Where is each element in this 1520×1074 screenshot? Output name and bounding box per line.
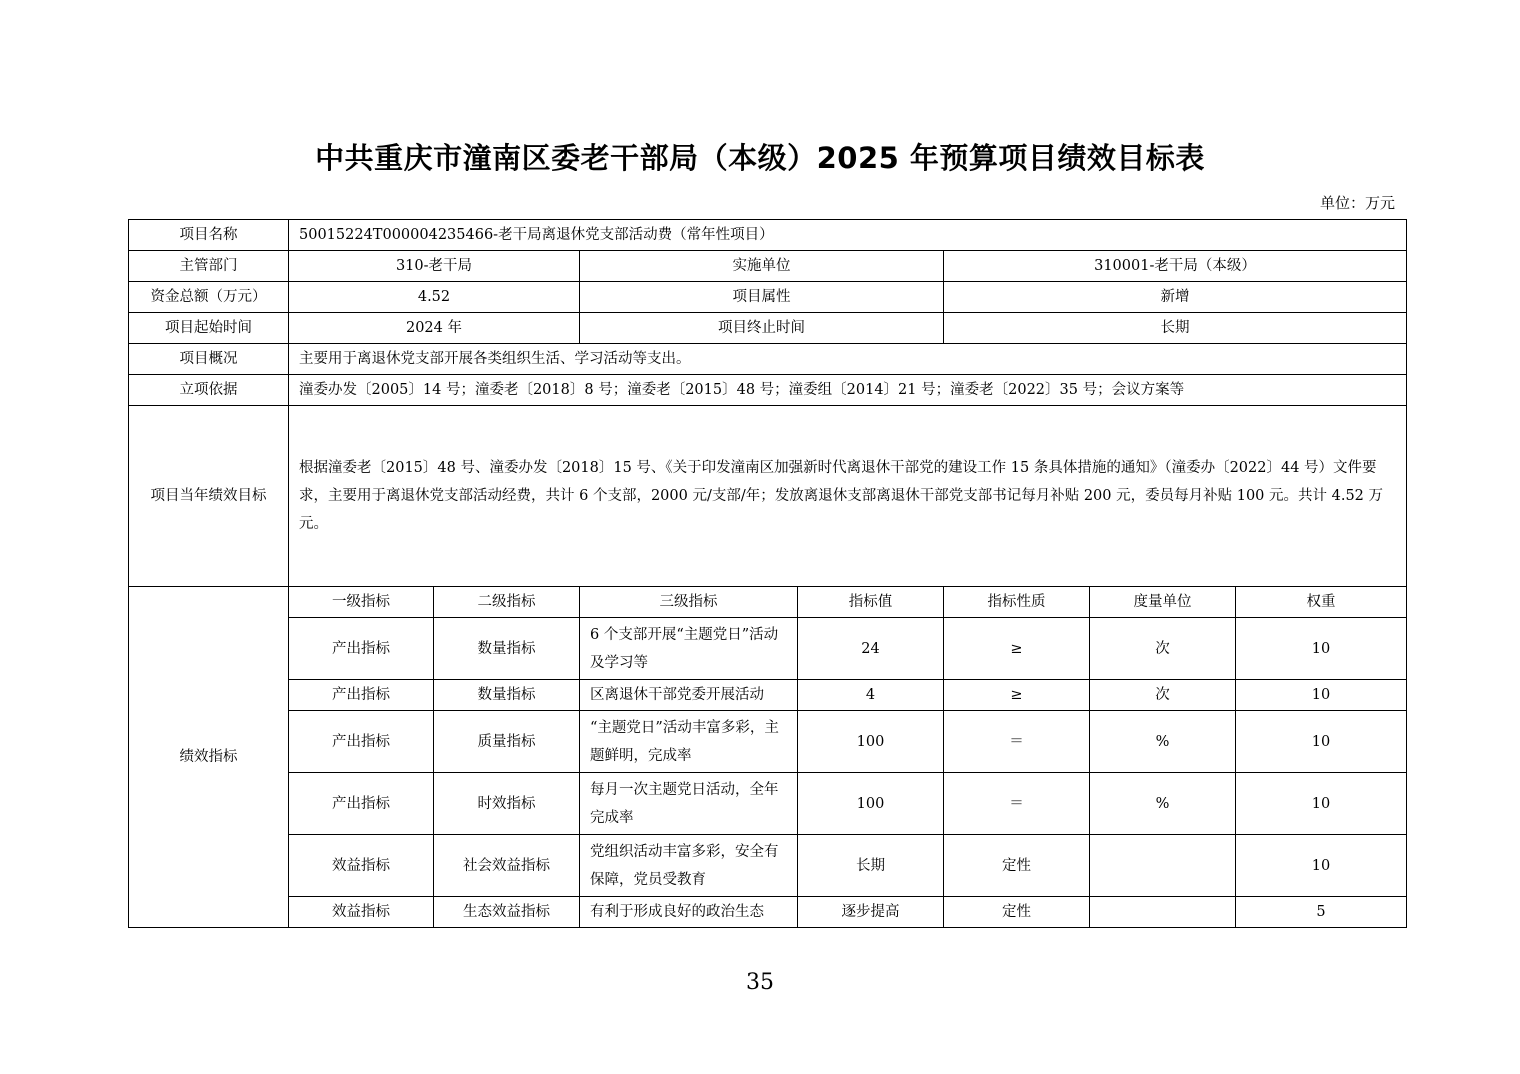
row-period — [129, 313, 1407, 344]
page-number: 35 — [746, 970, 774, 995]
value-cell: 24 — [798, 618, 944, 680]
level1-cell: 产出指标 — [289, 680, 434, 711]
nature-cell: ≥ — [944, 618, 1090, 680]
basis-value: 潼委办发〔2005〕14 号；潼委老〔2018〕8 号；潼委老〔2015〕48 号；潼委组〔2014〕21 号；潼委老〔2022〕35 号；会议方案等 — [289, 375, 1407, 406]
nature-cell: ≥ — [944, 680, 1090, 711]
project-name-value: 50015224T000004235466-老干局离退休党支部活动费（常年性项目） — [289, 220, 1407, 251]
unit-cell: % — [1090, 773, 1236, 835]
project-name-label: 项目名称 — [129, 220, 289, 251]
level1-cell: 效益指标 — [289, 835, 434, 897]
attribute-value: 新增 — [944, 282, 1407, 313]
header-unit: 度量单位 — [1090, 587, 1236, 618]
table-row — [129, 680, 1407, 711]
overview-label: 项目概况 — [129, 344, 289, 375]
header-level3: 三级指标 — [580, 587, 798, 618]
overview-value: 主要用于离退休党支部开展各类组织生活、学习活动等支出。 — [289, 344, 1407, 375]
basis-label: 立项依据 — [129, 375, 289, 406]
row-total-funds — [129, 282, 1407, 313]
start-value: 2024 年 — [289, 313, 580, 344]
level2-cell: 质量指标 — [434, 711, 580, 773]
unit-cell: 次 — [1090, 618, 1236, 680]
row-department — [129, 251, 1407, 282]
level2-cell: 数量指标 — [434, 618, 580, 680]
header-level1: 一级指标 — [289, 587, 434, 618]
department-label: 主管部门 — [129, 251, 289, 282]
indicator-header-row — [129, 587, 1407, 618]
weight-cell: 10 — [1236, 773, 1407, 835]
unit-label: 单位：万元 — [1319, 194, 1395, 212]
level3-cell: 每月一次主题党日活动，全年完成率 — [580, 773, 798, 835]
level2-cell: 数量指标 — [434, 680, 580, 711]
nature-cell: ＝ — [944, 711, 1090, 773]
level1-cell: 产出指标 — [289, 618, 434, 680]
level3-cell: 有利于形成良好的政治生态 — [580, 897, 798, 928]
total-funds-value: 4.52 — [289, 282, 580, 313]
weight-cell: 5 — [1236, 897, 1407, 928]
page-title: 中共重庆市潼南区委老干部局（本级）2025 年预算项目绩效目标表 — [315, 141, 1205, 175]
end-label: 项目终止时间 — [580, 313, 944, 344]
table-row — [129, 773, 1407, 835]
weight-cell: 10 — [1236, 711, 1407, 773]
value-cell: 100 — [798, 711, 944, 773]
department-value: 310-老干局 — [289, 251, 580, 282]
impl-unit-value: 310001-老干局（本级） — [944, 251, 1407, 282]
indicators-section-label: 绩效指标 — [129, 587, 289, 928]
start-label: 项目起始时间 — [129, 313, 289, 344]
unit-cell: 次 — [1090, 680, 1236, 711]
row-basis — [129, 375, 1407, 406]
table-row — [129, 618, 1407, 680]
impl-unit-label: 实施单位 — [580, 251, 944, 282]
level3-cell: 区离退休干部党委开展活动 — [580, 680, 798, 711]
level3-cell: 6 个支部开展“主题党日”活动及学习等 — [580, 618, 798, 680]
level2-cell: 生态效益指标 — [434, 897, 580, 928]
table-row — [129, 711, 1407, 773]
level1-cell: 产出指标 — [289, 711, 434, 773]
total-funds-label: 资金总额（万元） — [129, 282, 289, 313]
unit-cell — [1090, 835, 1236, 897]
attribute-label: 项目属性 — [580, 282, 944, 313]
weight-cell: 10 — [1236, 835, 1407, 897]
nature-cell: ＝ — [944, 773, 1090, 835]
row-annual-goal — [129, 406, 1407, 587]
value-cell: 逐步提高 — [798, 897, 944, 928]
weight-cell: 10 — [1236, 680, 1407, 711]
header-value: 指标值 — [798, 587, 944, 618]
table-row — [129, 835, 1407, 897]
performance-target-table — [128, 219, 1407, 928]
level2-cell: 时效指标 — [434, 773, 580, 835]
table-row — [129, 897, 1407, 928]
row-project-name — [129, 220, 1407, 251]
level1-cell: 产出指标 — [289, 773, 434, 835]
nature-cell: 定性 — [944, 897, 1090, 928]
level1-cell: 效益指标 — [289, 897, 434, 928]
header-weight: 权重 — [1236, 587, 1407, 618]
level3-cell: “主题党日”活动丰富多彩，主题鲜明，完成率 — [580, 711, 798, 773]
goal-value: 根据潼委老〔2015〕48 号、潼委办发〔2018〕15 号、《关于印发潼南区加强新时代离退休干部党的建设工作 15 条具体措施的通知》（潼委办〔2022〕44 号）文件要求，主要用于离退休党支部活动经费，共计 6 个支部，2000 元/支部/年；发放离退休支部离退休干部党支部书记每月补贴 200 元，委员每月补贴 100 元。共计 4.52 万元。 — [289, 406, 1407, 587]
header-nature: 指标性质 — [944, 587, 1090, 618]
header-level2: 二级指标 — [434, 587, 580, 618]
weight-cell: 10 — [1236, 618, 1407, 680]
value-cell: 100 — [798, 773, 944, 835]
end-value: 长期 — [944, 313, 1407, 344]
value-cell: 4 — [798, 680, 944, 711]
row-overview — [129, 344, 1407, 375]
level2-cell: 社会效益指标 — [434, 835, 580, 897]
level3-cell: 党组织活动丰富多彩，安全有保障，党员受教育 — [580, 835, 798, 897]
nature-cell: 定性 — [944, 835, 1090, 897]
unit-cell — [1090, 897, 1236, 928]
value-cell: 长期 — [798, 835, 944, 897]
goal-label: 项目当年绩效目标 — [129, 406, 289, 587]
unit-cell: % — [1090, 711, 1236, 773]
